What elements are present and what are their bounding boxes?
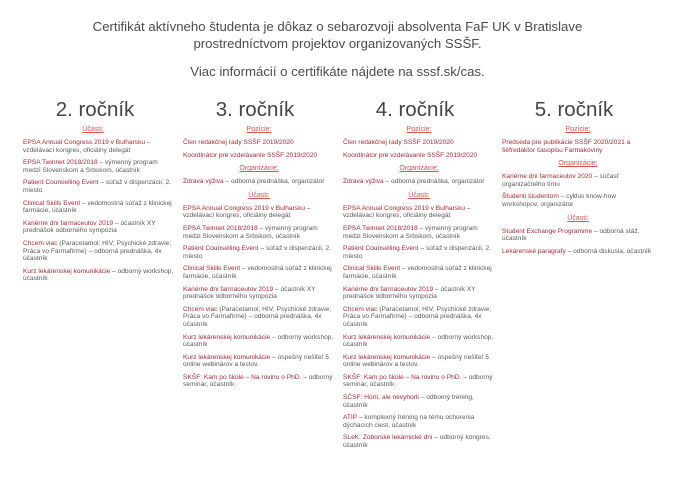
column-year-2 <box>23 98 175 288</box>
entry-title: Člen redakčnej rady SSŠF 2019/2020 <box>183 139 294 146</box>
entry-title: Clinical Skills Event <box>183 265 241 273</box>
section-label: Organizácie: <box>399 165 439 173</box>
entry-title: EPSA Annual Congress 2019 v Bulharsku <box>23 139 146 146</box>
entry-item <box>183 374 335 389</box>
entry-description: – vedomostná súťaž z klinickej farmácie, účastník <box>23 199 172 215</box>
header-line-2: prostredníctvom projektov organizovaných SSŠF. <box>193 35 482 51</box>
entry-description: – odborná prednáška, organizátor <box>223 178 325 186</box>
entry-description: – odborný workshop, účastník <box>183 333 334 349</box>
column-year-4 <box>343 98 495 455</box>
entry-title: EPSA Twinnet 2018/2018 <box>183 224 258 232</box>
section-label: Účasti: <box>408 191 430 199</box>
section-label: Pozície: <box>246 126 272 133</box>
entry-item <box>343 354 495 369</box>
entry-item <box>343 434 495 449</box>
entry-description: – úspešný riešiteľ 5 online webinárov a testov. <box>343 353 489 369</box>
entry-title: Koordinátor pre vzdelávanie SSŠF 2019/2020 <box>183 151 318 159</box>
column-year-5 <box>502 98 654 260</box>
entry-item <box>343 205 495 220</box>
entry-description: – súťaž v dispenzácii, 2. miesto <box>183 245 331 260</box>
entry-title: SLeK: Zoborské lekárnické dni <box>343 434 433 442</box>
entry-description: – výmenný program medzi Slovenskom a Srbskom, účastník <box>183 224 318 240</box>
header-line-1: Certifikát aktívneho študenta je dôkaz o sebarozvoji absolventa FaF UK v Bratislave <box>92 19 583 34</box>
entry-description: – vedomostná súťaž z klinickej farmácie, účastník <box>343 265 492 280</box>
entry-title: EPSA Twinnet 2018/2018 <box>23 159 98 167</box>
entry-item <box>183 245 335 260</box>
entry-title: Člen redakčnej rady SSŠF 2019/2020 <box>343 139 454 146</box>
entry-description: – súťaž v dispenzácii, 2. miesto <box>23 179 171 194</box>
entry-title: Chcem viac <box>23 239 58 247</box>
entry-item <box>183 354 335 369</box>
entry-title: Koordinátor pre vzdelávanie SSŠF 2019/2020 <box>343 151 478 159</box>
entry-item <box>343 225 495 240</box>
entry-description: – výmenný program medzi Slovenskom a Srbskom, účastník <box>23 159 158 174</box>
entry-item <box>183 178 335 186</box>
entry-title: Kariérne dni farmaceutov 2019 <box>23 219 114 227</box>
header-link-line[interactable]: Viac informácií o certifikáte nájdete na sssf.sk/cas. <box>190 64 485 79</box>
entry-item <box>343 139 495 147</box>
section-label: Účasti: <box>82 126 104 133</box>
column-title: 5. ročník <box>534 98 614 121</box>
entry-item <box>183 152 335 160</box>
entry-title: Zdravá výživa <box>343 178 384 186</box>
entry-item <box>183 225 335 240</box>
entry-description: – účastník XY prednášok odborného sympózia <box>343 285 476 301</box>
entry-title: Patient Counselling Event <box>183 245 259 253</box>
entry-title: Kurz lekárenskej komunikácie <box>183 353 271 361</box>
section-label: Účasti: <box>567 214 589 222</box>
entry-item <box>343 306 495 329</box>
entry-item <box>23 139 175 154</box>
column-year-3 <box>183 98 335 394</box>
entry-title: Kariérne dni farmaceutov 2019 <box>183 285 274 293</box>
entry-description: – vedomostná súťaž z klinickej farmácie, účastník <box>183 265 332 280</box>
entry-description: – vzdelávací kongres, oficiálny delegát <box>183 204 311 220</box>
section-label: Organizácie: <box>239 165 279 173</box>
entry-item <box>343 394 495 409</box>
entry-title: Clinical Skills Event <box>343 265 401 273</box>
entry-description: – výmenný program medzi Slovenskom a Srbskom, účastník <box>343 224 478 240</box>
entry-item <box>23 268 175 283</box>
entry-description: (Paracetamol; HIV; Psychické zdravie; Práca vo Farmafirme) – odborná prednáška, 4x účastník <box>183 305 332 328</box>
entry-description: (Paracetamol; HIV; Psychické zdravie; Práca vo Farmafirme) – odborná prednáška, 4x účastník <box>23 239 172 263</box>
entry-title: Kariérne dni farmaceutov 2020 <box>502 173 593 181</box>
entry-item <box>502 228 654 243</box>
entry-description: – cyklus know-how workshopov, organizátor <box>502 193 616 208</box>
section-label: Organizácie: <box>558 160 598 168</box>
entry-title: Student Exchange Programme <box>502 227 593 235</box>
entry-item <box>23 200 175 215</box>
entry-item <box>183 265 335 280</box>
entry-item <box>183 139 335 147</box>
entry-description: – odborný kongres, účastník <box>343 434 491 450</box>
entry-title: Clinical Skills Event <box>23 199 81 207</box>
entry-description: – súčasť organizačného tímu <box>502 173 620 188</box>
entry-title: EPSA Twinnet 2018/2018 <box>343 224 418 232</box>
page-header <box>0 19 675 81</box>
entry-item <box>23 159 175 174</box>
entry-description: – účastník XY prednášok odborného sympózia <box>23 219 156 235</box>
entry-description: – odborná prednáška, organizátor <box>383 178 485 186</box>
column-title: 3. ročník <box>215 98 295 121</box>
entry-item <box>502 193 654 208</box>
entry-item <box>23 179 175 194</box>
entry-item <box>343 286 495 301</box>
entry-item <box>23 220 175 235</box>
entry-description: – odborný seminár, účastník <box>183 373 333 389</box>
entry-item <box>343 245 495 260</box>
section-label: Pozície: <box>565 126 591 133</box>
entry-description: (Paracetamol; HIV; Psychické zdravie; Práca vo Farmafirme) – odborná prednáška, 4x účastník <box>343 305 492 328</box>
entry-title: Patient Counselling Event <box>343 245 419 253</box>
entry-description: – odborný workshop, účastník <box>343 333 494 349</box>
entry-item <box>183 286 335 301</box>
entry-description: – účastník XY prednášok odborného sympózia <box>183 285 316 301</box>
entry-title: SČSF: HorIi, ale nevyhorli <box>343 394 419 402</box>
entry-item <box>183 306 335 329</box>
entry-title: Kurz lekárenskej komunikácie <box>23 267 111 275</box>
entry-title: Chcem viac <box>343 305 378 313</box>
entry-title: SKŠF: Kam po škole – Na rovinu o PhD. <box>183 373 302 381</box>
entry-description: – odborný seminár, účastník <box>343 373 493 389</box>
entry-item <box>502 139 654 154</box>
entry-title: Kariérne dni farmaceutov 2019 <box>343 285 434 293</box>
entry-description: – vzdelávací kongres, oficiálny delegát <box>343 204 471 220</box>
entry-description: – odborný workshop, účastník <box>23 267 174 283</box>
entry-description: – súťaž v dispenzácii, 2. miesto <box>343 245 491 260</box>
entry-description: – odborná stáž, účastník <box>502 227 640 243</box>
entry-title: Študenti študentom <box>502 193 559 201</box>
entry-item <box>23 240 175 263</box>
entry-description: – odborná diskusia, účastník <box>565 247 652 255</box>
entry-title: Kurz lekárenskej komunikácie <box>343 353 431 361</box>
entry-description: – odborný tréning, účastník <box>343 394 474 409</box>
column-title: 2. ročník <box>55 98 135 121</box>
entry-item <box>183 205 335 220</box>
entry-description: – komplexný tréning na tému ochorenia dýchacích ciest, účastník <box>343 414 475 429</box>
entry-title: Patient Counselling Event <box>23 179 99 187</box>
entry-title: Kurz lekárenskej komunikácie <box>183 333 271 341</box>
entry-title: SKŠF: Kam po škole – Na rovinu o PhD. <box>343 373 462 381</box>
entry-item <box>343 265 495 280</box>
entry-title: Lekárenské paragrafy <box>502 247 566 255</box>
entry-description: – vzdelávací kongres, oficiálny delegát <box>23 139 151 154</box>
column-title: 4. ročník <box>375 98 455 121</box>
entry-title: Predseda pre publikácie SSŠF 2020/2021 a šéfredaktor časopisu Farmakoviny <box>502 139 631 154</box>
entry-item <box>343 414 495 429</box>
entry-item <box>343 334 495 349</box>
entry-item <box>183 334 335 349</box>
entry-title: Zdravá výživa <box>183 178 224 186</box>
entry-item <box>343 152 495 160</box>
section-label: Účasti: <box>248 191 270 199</box>
entry-item <box>343 374 495 389</box>
entry-title: Kurz lekárenskej komunikácie <box>343 333 431 341</box>
entry-title: ATIP <box>343 414 358 422</box>
entry-item <box>502 173 654 188</box>
entry-item <box>343 178 495 186</box>
entry-item <box>502 248 654 256</box>
section-label: Pozície: <box>406 126 432 133</box>
entry-title: EPSA Annual Congress 2019 v Bulharsku <box>183 204 306 212</box>
entry-title: Chcem viac <box>183 305 218 313</box>
entry-title: EPSA Annual Congress 2019 v Bulharsku <box>343 204 466 212</box>
entry-description: – úspešný riešiteľ 5 online webinárov a testov. <box>183 353 329 369</box>
